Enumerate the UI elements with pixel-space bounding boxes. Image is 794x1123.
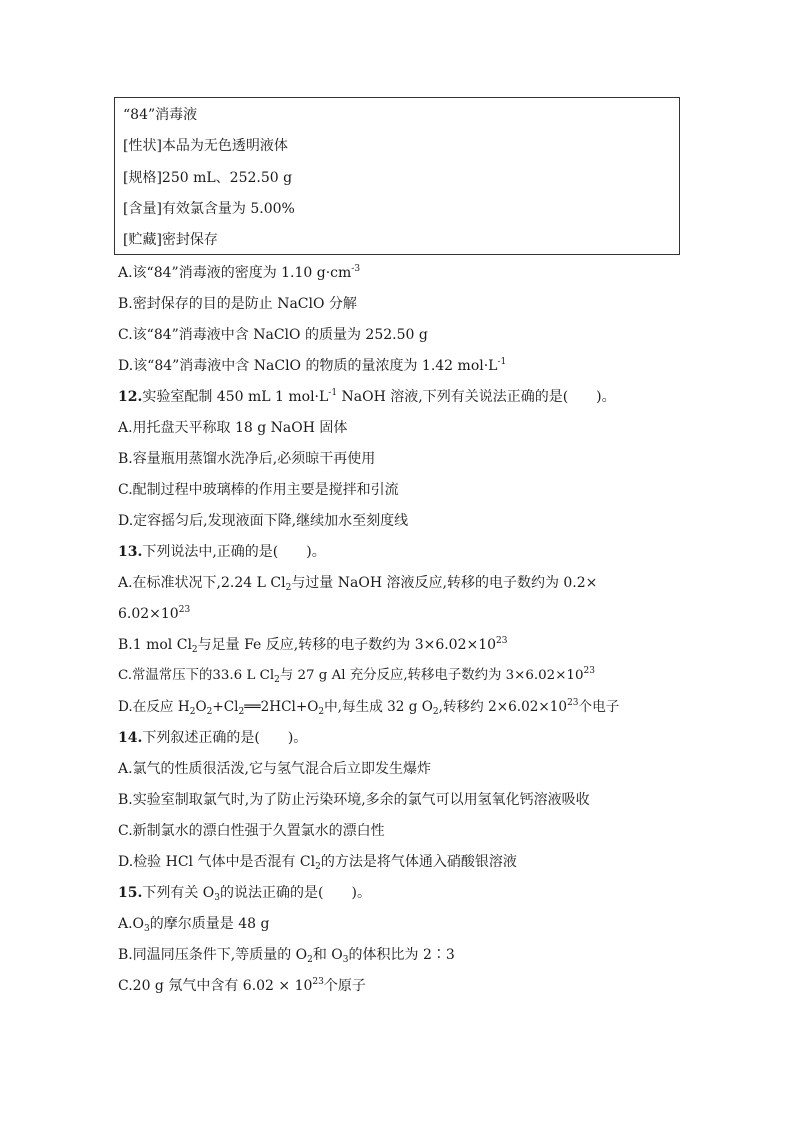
q14-option-b: B.实验室制取氯气时,为了防止污染环境,多余的氯气可以用氢氧化钙溶液吸收 <box>118 792 590 808</box>
q11-option-c: C.该“84”消毒液中含 NaClO 的质量为 252.50 g <box>118 327 428 343</box>
q14-option-d: D.检验 HCl 气体中是否混有 $Cl_2$的方法是将气体通入硝酸银溶液 <box>118 854 517 872</box>
q11-option-b: B.密封保存的目的是防止 NaClO 分解 <box>118 296 357 312</box>
q12-option-c: C.配制过程中玻璃棒的作用主要是搅拌和引流 <box>118 482 399 498</box>
q15-option-b: B.同温同压条件下,等质量的 $O_2$和 $O_3$的体积比为 2∶3 <box>118 947 455 965</box>
q12-number: 12. <box>118 389 143 405</box>
q13-option-a-cont: $6.02\times 10^{23}$ <box>118 605 191 622</box>
q12-stem: 12.实验室配制 450 mL 1 $mol\cdot L^{-1}$ NaOH 溶液,下列有关说法正确的是( )。 <box>118 388 616 405</box>
q12-option-a: A.用托盘天平称取 18 g NaOH 固体 <box>118 420 348 436</box>
label-property: [性状]本品为无色透明液体 <box>123 138 288 154</box>
label-storage: [贮藏]密封保存 <box>123 232 218 248</box>
q12-option-b: B.容量瓶用蒸馏水洗净后,必须晾干再使用 <box>118 451 376 467</box>
q14-option-c: C.新制氯水的漂白性强于久置氯水的漂白性 <box>118 823 385 839</box>
q13-option-a: A.在标准状况下,2.24 L $Cl_2$与过量 NaOH 溶液反应,转移的电子数约为 0.2× <box>118 575 598 593</box>
q14-stem: 14.下列叙述正确的是( )。 <box>118 730 308 746</box>
q14-option-a: A.氯气的性质很活泼,它与氢气混合后立即发生爆炸 <box>118 761 432 777</box>
q15-option-a: $A.O_3$的摩尔质量是 48 g <box>118 916 270 934</box>
q13-number: 13. <box>118 544 143 560</box>
q15-option-c: C.20 g 氖气中含有 $6.02 \times 10^{23}$个原子 <box>118 977 366 994</box>
q15-number: 15. <box>118 885 143 901</box>
q14-number: 14. <box>118 730 143 746</box>
q13-option-d: D.在反应 $H_2O_2+Cl_2══2HCl+O_2$中,每生成 32 g $O_2$,转移约 $2\times 6.02\times 10^{23}$个电子 <box>118 698 620 717</box>
q11-option-a: A.该“84”消毒液的密度为 1.10 $g\cdot cm^{-3}$ <box>118 264 361 281</box>
label-title: “84”消毒液 <box>123 107 198 123</box>
product-label-box <box>114 97 680 255</box>
label-content: [含量]有效氯含量为 5.00% <box>123 201 295 217</box>
q11-option-d: D.该“84”消毒液中含 NaClO 的物质的量浓度为 1.42 $mol\cdot L^{-1}$ <box>118 357 507 374</box>
q15-stem: 15.下列有关 $O_3$的说法正确的是( )。 <box>118 885 371 903</box>
q13-option-b: B.1 mol $Cl_2$与足量 Fe 反应,转移的电子数约为 $3\times 6.02\times 10^{23}$ <box>118 636 508 655</box>
q13-stem: 13.下列说法中,正确的是( )。 <box>118 544 326 560</box>
label-spec: [规格]250 mL、252.50 g <box>123 170 293 186</box>
q13-option-c: C.常温常压下的33.6 L $Cl_2$与 27 g Al 充分反应,转移电子数约为 $3\times 6.02\times 10^{23}$ <box>118 666 595 685</box>
q12-option-d: D.定容摇匀后,发现液面下降,继续加水至刻度线 <box>118 513 409 529</box>
